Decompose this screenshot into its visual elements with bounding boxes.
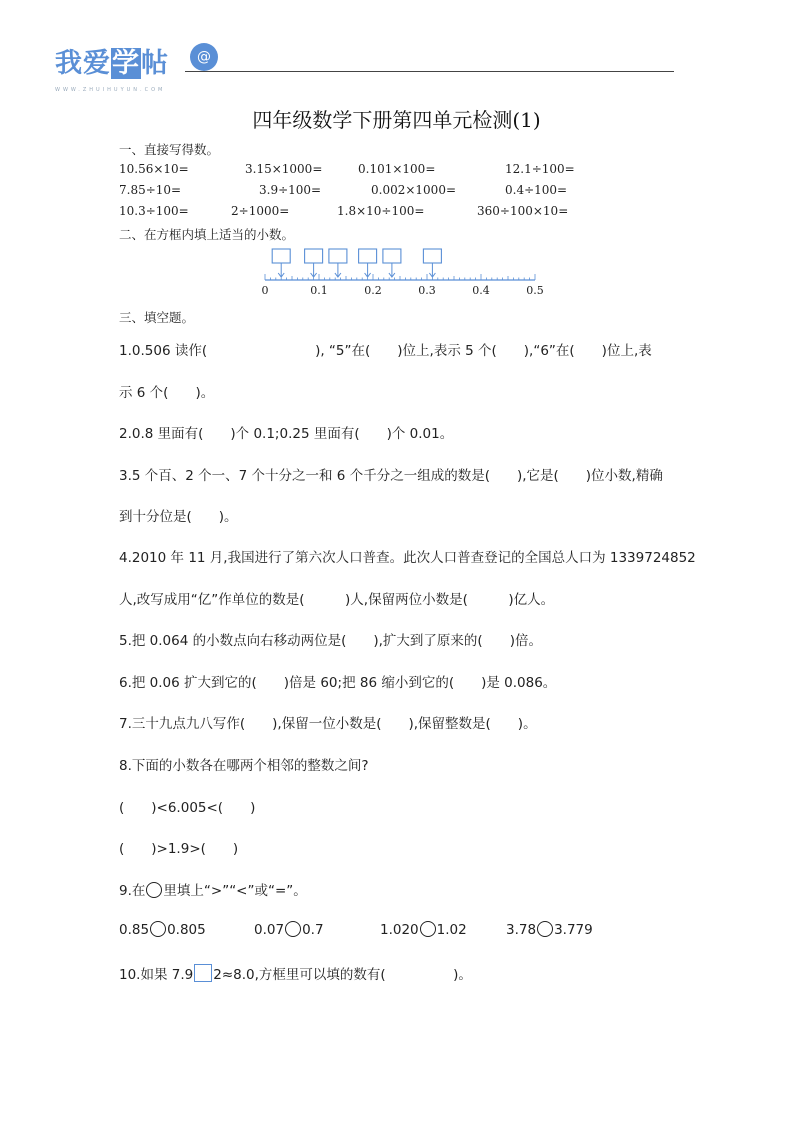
compare-3-right: 1.02: [436, 922, 467, 938]
compare-1-right: 0.805: [167, 922, 206, 938]
logo-mark-icon: @: [190, 43, 218, 71]
compare-4-left: 3.78: [506, 922, 537, 938]
question-3-line-1: 3.5 个百、2 个一、7 个十分之一和 6 个千分之一组成的数是( ),它是( )位小数,精确: [119, 468, 663, 484]
calc-r3c1: 10.3÷100=: [119, 204, 189, 218]
logo-text: 我爱: [55, 48, 111, 79]
calc-r3c4: 360÷100×10=: [477, 204, 569, 218]
question-4-line-2: 人,改写成用“亿”作单位的数是( )人,保留两位小数是( )亿人。: [119, 592, 555, 608]
digit-box-input[interactable]: [194, 964, 212, 982]
compare-4-right: 3.779: [554, 922, 593, 938]
tick-label: 0: [261, 284, 269, 297]
section2-heading: 二、在方框内填上适当的小数。: [119, 227, 295, 242]
compare-item-3: [380, 921, 467, 938]
answer-box[interactable]: [272, 249, 290, 263]
calc-r3c2: 2÷1000=: [231, 204, 290, 218]
circle-blank-icon: [146, 882, 162, 898]
calc-r2c1: 7.85÷10=: [119, 183, 182, 197]
logo-url: WWW.ZHUIHUYUN.COM: [55, 87, 166, 93]
tick-label: 0.1: [310, 284, 328, 297]
answer-box[interactable]: [359, 249, 377, 263]
compare-circle-input[interactable]: [420, 921, 436, 937]
tick-label: 0.2: [364, 284, 382, 297]
question-8-b: ( )>1.9>( ): [119, 841, 239, 857]
question-8-a: ( )<6.005<( ): [119, 800, 256, 816]
tick-label: 0.3: [418, 284, 436, 297]
calc-r2c3: 0.002×1000=: [371, 183, 457, 197]
answer-box[interactable]: [423, 249, 441, 263]
calc-r3c3: 1.8×10÷100=: [337, 204, 425, 218]
question-4-line-1: 4.2010 年 11 月,我国进行了第六次人口普查。此次人口普查登记的全国总人口为 1339724852: [119, 550, 696, 566]
compare-3-left: 1.020: [380, 922, 419, 938]
question-9-pre: 9.在: [119, 883, 146, 899]
question-2: 2.0.8 里面有( )个 0.1;0.25 里面有( )个 0.01。: [119, 426, 454, 442]
question-9: [119, 879, 307, 899]
answer-box[interactable]: [305, 249, 323, 263]
question-1-line-1: 1.0.506 读作( ), “5”在( )位上,表示 5 个( ),“6”在( )位上,表: [119, 343, 652, 359]
logo-text-2: 帖: [141, 48, 169, 79]
calc-r1c4: 12.1÷100=: [505, 162, 575, 176]
header-divider: [185, 71, 674, 72]
question-5: 5.把 0.064 的小数点向右移动两位是( ),扩大到了原来的( )倍。: [119, 633, 542, 649]
page-title: 四年级数学下册第四单元检测(1): [252, 108, 541, 132]
compare-1-left: 0.85: [119, 922, 150, 938]
compare-item-1: [119, 921, 206, 938]
answer-box[interactable]: [329, 249, 347, 263]
section3-heading: 三、填空题。: [119, 310, 195, 325]
tick-label: 0.5: [526, 284, 544, 297]
question-10-pre: 10.如果 7.9: [119, 967, 194, 983]
calc-r1c3: 0.101×100=: [358, 162, 436, 176]
compare-2-left: 0.07: [254, 922, 285, 938]
question-9-post: 里填上“>”“<”或“=”。: [163, 883, 307, 899]
question-8: 8.下面的小数各在哪两个相邻的整数之间?: [119, 758, 369, 774]
compare-circle-input[interactable]: [537, 921, 553, 937]
question-1-line-2: 示 6 个( )。: [119, 385, 215, 401]
compare-circle-input[interactable]: [150, 921, 166, 937]
question-10-post: 2≈8.0,方框里可以填的数有( )。: [213, 967, 472, 983]
answer-box[interactable]: [383, 249, 401, 263]
calc-r2c2: 3.9÷100=: [259, 183, 322, 197]
calc-r2c4: 0.4÷100=: [505, 183, 568, 197]
tick-label: 0.4: [472, 284, 490, 297]
section1-heading: 一、直接写得数。: [119, 142, 220, 157]
site-logo: [55, 41, 169, 80]
number-line: [250, 246, 550, 300]
compare-item-4: [506, 921, 593, 938]
compare-item-2: [254, 921, 324, 938]
question-7: 7.三十九点九八写作( ),保留一位小数是( ),保留整数是( )。: [119, 716, 537, 732]
question-10: [119, 963, 472, 983]
compare-circle-input[interactable]: [285, 921, 301, 937]
calc-r1c2: 3.15×1000=: [245, 162, 323, 176]
question-3-line-2: 到十分位是( )。: [119, 509, 238, 525]
compare-2-right: 0.7: [302, 922, 324, 938]
question-6: 6.把 0.06 扩大到它的( )倍是 60;把 86 缩小到它的( )是 0.086。: [119, 675, 557, 691]
calc-r1c1: 10.56×10=: [119, 162, 189, 176]
logo-highlight: 学: [112, 48, 140, 79]
